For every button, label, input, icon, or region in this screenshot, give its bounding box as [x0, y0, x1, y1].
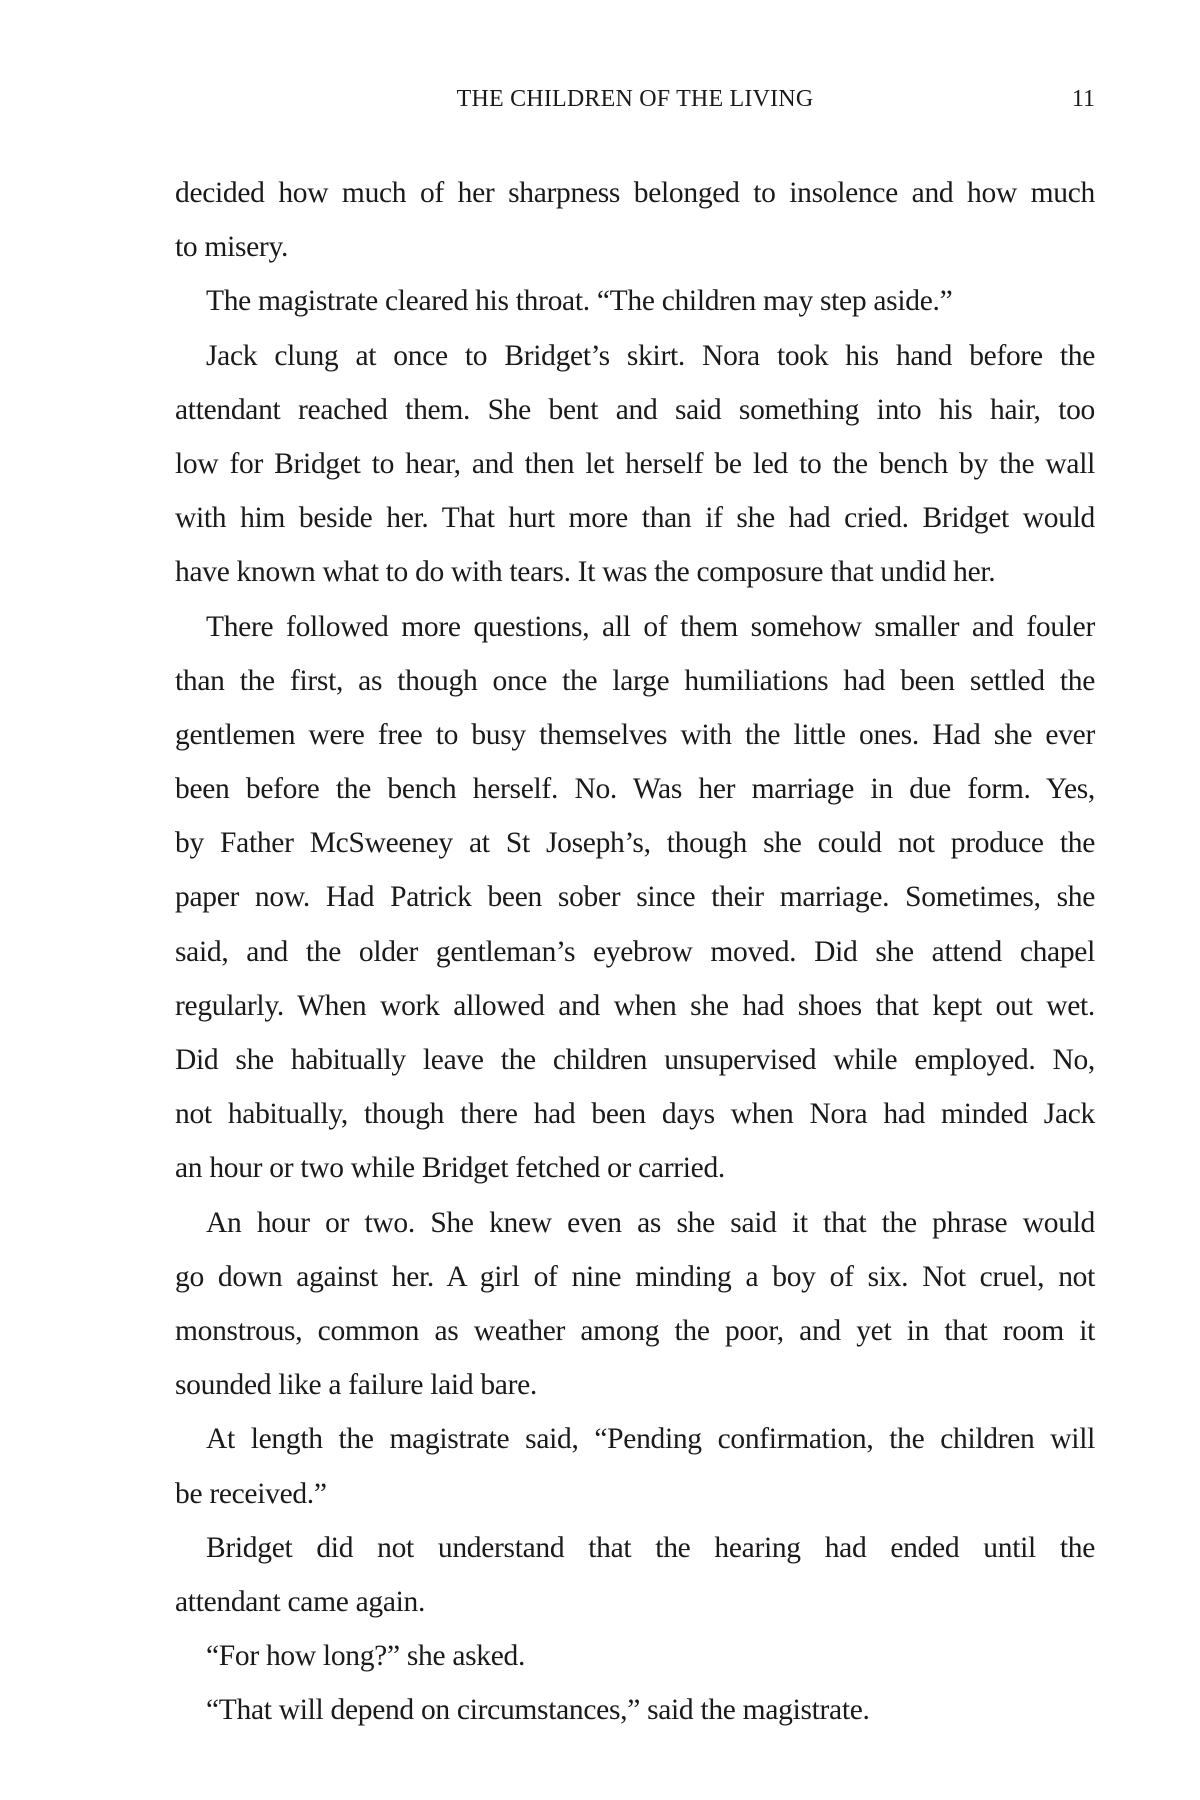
text-line: [175, 220, 1095, 274]
page-number: 11: [1071, 86, 1095, 112]
text-line: [175, 1141, 1095, 1195]
text-line-content: to misery.: [175, 231, 289, 264]
paragraph: [175, 329, 1095, 600]
text-line-content: regularly. When work allowed and when she had shoes that kept out wet.: [175, 989, 1095, 1022]
text-line-content: low for Bridget to hear, and then let herself be led to the bench by the wall: [175, 447, 1095, 480]
text-line: [175, 708, 1095, 762]
text-line-content: not habitually, though there had been days when Nora had minded Jack: [175, 1098, 1095, 1131]
paragraph: [175, 1412, 1095, 1520]
text-line: [175, 925, 1095, 979]
text-line-content: “That will depend on circumstances,” said the magistrate.: [206, 1694, 870, 1727]
text-line: [175, 437, 1095, 491]
text-line-content: Jack clung at once to Bridget’s skirt. Nora took his hand before the: [206, 339, 1095, 372]
text-line: [175, 545, 1095, 599]
text-line-content: attendant came again.: [175, 1585, 426, 1618]
text-line: [175, 1250, 1095, 1304]
text-line-content: An hour or two. She knew even as she said it that the phrase would: [206, 1206, 1095, 1239]
paragraph: [175, 1196, 1095, 1413]
text-line: [175, 1521, 1095, 1575]
text-line: [175, 1033, 1095, 1087]
body-text: [175, 166, 1095, 1737]
text-line: [175, 166, 1095, 220]
text-line: [175, 762, 1095, 816]
text-line-content: attendant reached them. She bent and said something into his hair, too: [175, 393, 1095, 426]
text-line-content: The magistrate cleared his throat. “The children may step aside.”: [206, 285, 953, 318]
running-title: THE CHILDREN OF THE LIVING: [456, 86, 814, 112]
text-line-content: been before the bench herself. No. Was her marriage in due form. Yes,: [175, 773, 1095, 806]
text-line-content: At length the magistrate said, “Pending confirmation, the children will: [206, 1423, 1095, 1456]
text-line: [175, 600, 1095, 654]
paragraph: [175, 1629, 1095, 1683]
text-line-content: sounded like a failure laid bare.: [175, 1369, 537, 1402]
text-line-content: Bridget did not understand that the hearing had ended until the: [206, 1531, 1095, 1564]
text-line: [175, 491, 1095, 545]
page-header: [175, 86, 1095, 122]
paragraph: [175, 1521, 1095, 1629]
text-line-content: by Father McSweeney at St Joseph’s, though she could not produce the: [175, 827, 1095, 860]
text-line-content: decided how much of her sharpness belonged to insolence and how much: [175, 177, 1095, 209]
text-line: [175, 816, 1095, 870]
text-line-content: than the first, as though once the large humiliations had been settled the: [175, 664, 1095, 697]
text-line-content: There followed more questions, all of them somehow smaller and fouler: [206, 610, 1095, 643]
text-line-content: an hour or two while Bridget fetched or carried.: [175, 1152, 725, 1185]
text-line: [175, 1629, 1095, 1683]
paragraph: [175, 274, 1095, 328]
text-line-content: with him beside her. That hurt more than if she had cried. Bridget would: [175, 502, 1095, 535]
text-line-content: paper now. Had Patrick been sober since their marriage. Sometimes, she: [175, 881, 1095, 914]
paragraph: [175, 1683, 1095, 1737]
text-line: [175, 1467, 1095, 1521]
text-line: [175, 1087, 1095, 1141]
paragraph: [175, 600, 1095, 1196]
text-line: [175, 1358, 1095, 1412]
text-line: [175, 654, 1095, 708]
text-line-content: Did she habitually leave the children unsupervised while employed. No,: [175, 1044, 1095, 1076]
text-line: [175, 1575, 1095, 1629]
text-line: [175, 1683, 1095, 1737]
text-line: [175, 383, 1095, 437]
text-line-content: monstrous, common as weather among the poor, and yet in that room it: [175, 1314, 1095, 1347]
text-line-content: said, and the older gentleman’s eyebrow moved. Did she attend chapel: [175, 935, 1095, 968]
text-line: [175, 979, 1095, 1033]
text-line: [175, 870, 1095, 924]
text-line: [175, 1412, 1095, 1466]
text-line-content: go down against her. A girl of nine minding a boy of six. Not cruel, not: [175, 1260, 1095, 1293]
text-line: [175, 1304, 1095, 1358]
text-line-content: gentlemen were free to busy themselves with the little ones. Had she ever: [175, 718, 1095, 751]
paragraph: [175, 166, 1095, 274]
text-line-content: have known what to do with tears. It was the composure that undid her.: [175, 556, 996, 589]
text-line-content: “For how long?” she asked.: [206, 1640, 526, 1673]
text-line: [175, 329, 1095, 383]
text-line: [175, 274, 1095, 328]
text-line: [175, 1196, 1095, 1250]
text-line-content: be received.”: [175, 1477, 327, 1510]
